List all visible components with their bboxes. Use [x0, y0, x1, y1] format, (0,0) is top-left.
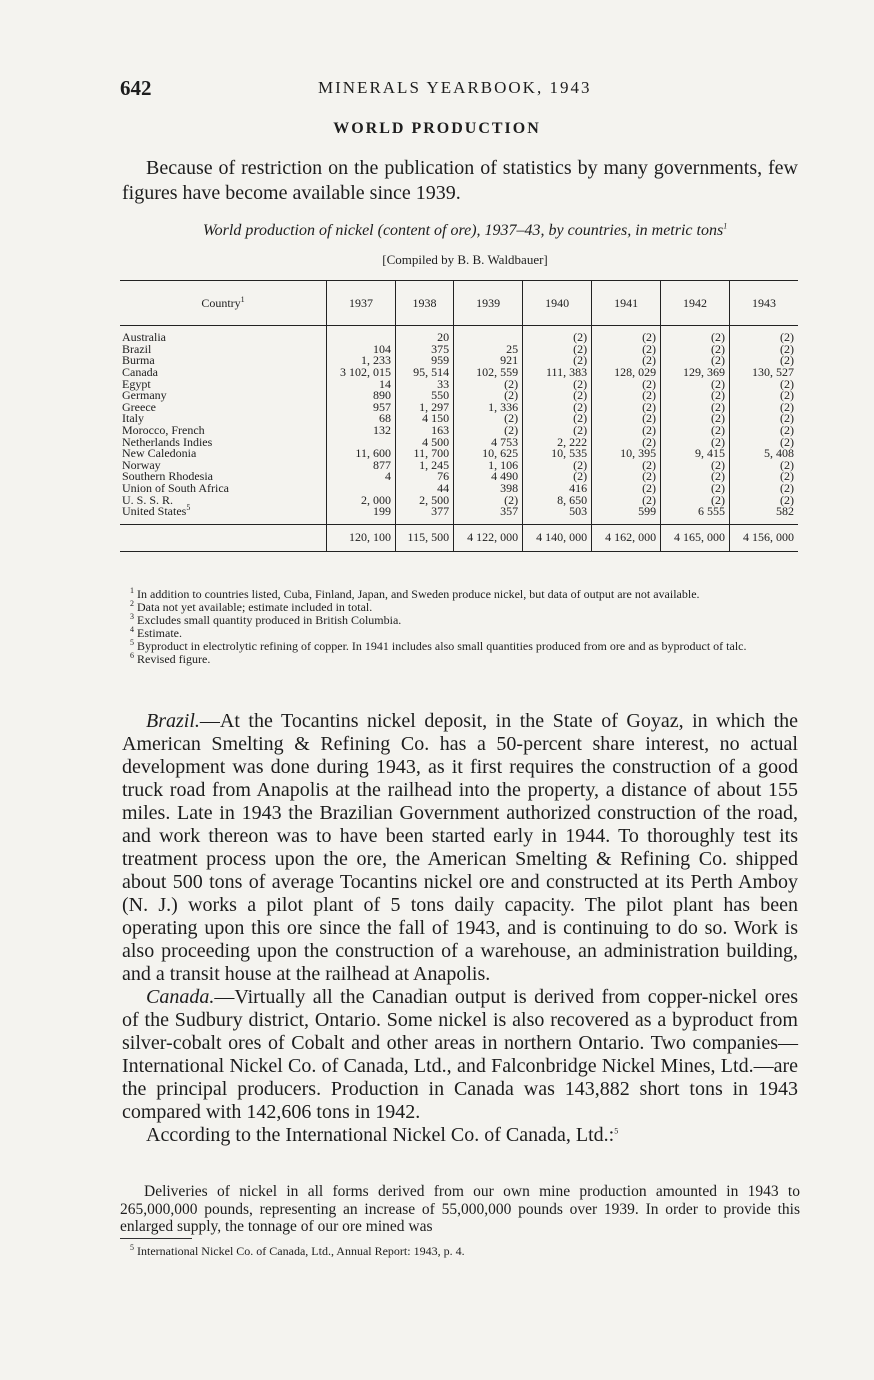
- value-cell: 2, 500: [395, 494, 453, 506]
- page-footnote: [130, 1244, 810, 1259]
- column-header-year: [454, 281, 523, 326]
- value-cell: 6 555: [661, 506, 730, 524]
- value-cell: 4 500: [395, 436, 453, 448]
- column-header-label: 1941: [614, 295, 639, 310]
- value-cell: (2): [661, 483, 730, 495]
- country-name: Norway: [122, 457, 161, 472]
- value-cell: [454, 326, 523, 344]
- value-cell: 503: [523, 506, 592, 524]
- value-cell: 2, 222: [523, 436, 592, 448]
- footnote-text: Data not yet available; estimate included in total.: [137, 600, 373, 614]
- country-note: 5: [186, 503, 191, 513]
- column-header-year: [730, 281, 798, 326]
- page-number: 642: [120, 76, 152, 100]
- according-paragraph: [122, 1124, 798, 1147]
- value-cell: 20: [395, 326, 453, 344]
- value-cell: (2): [730, 390, 798, 402]
- brazil-text: —At the Tocantins nickel deposit, in the State of Goyaz, in which the American Smelting & Refining Co. has a 50-percent share interest, no actual development was done during 1943, as it first requires the construction of a good truck road from Anapolis at the railhead into the property, a distance of about 155 miles. Late in 1943 the Brazilian Government authorized construction of the road, and work thereon was to have been started early in 1944. To thoroughly test its treatment process upon the ore, the American Smelting & Refining Co. shipped about 500 tons of average Tocantins nickel ore and constructed at its Perth Amboy (N. J.) works a pilot plant of 5 tons daily capacity. The pilot plant has been operating upon this ore since the fall of 1943, and is continuing to do so. Work is also proceeding upon the construction of a warehouse, an administration building, and a transit house at the railhead at Anapolis.: [122, 710, 798, 985]
- page-footnote-text: International Nickel Co. of Canada, Ltd., Annual Report: 1943, p. 4.: [137, 1244, 465, 1258]
- value-cell: 877: [327, 460, 396, 472]
- column-header-label: 1939: [476, 295, 501, 310]
- total-label-cell: [120, 524, 327, 551]
- table-row: [120, 494, 798, 506]
- value-cell: [327, 326, 396, 344]
- country-cell: [120, 503, 327, 524]
- value-cell: (2): [523, 390, 592, 402]
- value-cell: 1, 245: [395, 460, 453, 472]
- value-cell: 11, 600: [327, 448, 396, 460]
- footnote-text: Excludes small quantity produced in British Columbia.: [137, 613, 402, 627]
- table-row: [120, 425, 798, 437]
- value-cell: (2): [592, 413, 661, 425]
- value-cell: 102, 559: [454, 367, 523, 379]
- value-cell: (2): [592, 326, 661, 344]
- value-cell: 2, 000: [327, 494, 396, 506]
- value-cell: (2): [592, 390, 661, 402]
- value-cell: 4 753: [454, 436, 523, 448]
- table-row: [120, 460, 798, 472]
- value-cell: (2): [592, 483, 661, 495]
- value-cell: (2): [730, 471, 798, 483]
- value-cell: (2): [523, 344, 592, 356]
- value-cell: 416: [523, 483, 592, 495]
- value-cell: (2): [730, 460, 798, 472]
- table-title: [120, 222, 810, 240]
- footnote-mark: 4: [130, 625, 134, 634]
- total-cell: 4 140, 000: [523, 524, 592, 551]
- section-heading: WORLD PRODUCTION: [333, 120, 541, 137]
- column-header-label: 1940: [545, 295, 570, 310]
- value-cell: 582: [730, 506, 798, 524]
- value-cell: 44: [395, 483, 453, 495]
- value-cell: (2): [454, 378, 523, 390]
- value-cell: 104: [327, 344, 396, 356]
- value-cell: (2): [523, 460, 592, 472]
- value-cell: (2): [592, 436, 661, 448]
- value-cell: 357: [454, 506, 523, 524]
- value-cell: (2): [523, 378, 592, 390]
- table-row: [120, 506, 798, 524]
- value-cell: 10, 535: [523, 448, 592, 460]
- value-cell: (2): [730, 344, 798, 356]
- value-cell: (2): [592, 471, 661, 483]
- total-cell: 4 162, 000: [592, 524, 661, 551]
- body-text: [122, 710, 798, 1147]
- value-cell: 10, 625: [454, 448, 523, 460]
- according-text: According to the International Nickel Co. of Canada, Ltd.:: [146, 1124, 615, 1146]
- value-cell: 129, 369: [661, 367, 730, 379]
- value-cell: (2): [523, 326, 592, 344]
- quote-text: Deliveries of nickel in all forms derived from our own mine production amounted in 1943 to 265,000,000 pounds, representing an increase of 55,000,000 pounds over 1939. In order to provide this enlarged supply, the tonnage of our ore mined was: [120, 1183, 800, 1235]
- footnote-mark: 3: [130, 612, 134, 621]
- value-cell: (2): [661, 436, 730, 448]
- country-name: Canada: [122, 365, 158, 380]
- value-cell: (2): [592, 402, 661, 414]
- value-cell: (2): [661, 378, 730, 390]
- brazil-label: Brazil.: [146, 710, 200, 732]
- country-name: Southern Rhodesia: [122, 469, 213, 484]
- country-name: U. S. S. R.: [122, 492, 174, 507]
- quoted-passage: [120, 1183, 800, 1236]
- table-row: [120, 413, 798, 425]
- value-cell: (2): [661, 413, 730, 425]
- country-name: Italy: [122, 411, 144, 426]
- value-cell: (2): [454, 413, 523, 425]
- value-cell: (2): [592, 460, 661, 472]
- value-cell: 76: [395, 471, 453, 483]
- value-cell: 599: [592, 506, 661, 524]
- footnote: [120, 614, 800, 627]
- table-row: [120, 378, 798, 390]
- column-header-year: [395, 281, 453, 326]
- value-cell: 8, 650: [523, 494, 592, 506]
- value-cell: (2): [592, 355, 661, 367]
- value-cell: (2): [730, 402, 798, 414]
- value-cell: (2): [661, 402, 730, 414]
- total-cell: 4 165, 000: [661, 524, 730, 551]
- value-cell: (2): [523, 413, 592, 425]
- value-cell: 1, 106: [454, 460, 523, 472]
- value-cell: 1, 336: [454, 402, 523, 414]
- column-header-country: [120, 281, 327, 326]
- country-name: Netherlands Indies: [122, 434, 213, 449]
- footnote-mark: 6: [130, 651, 134, 660]
- table-footnotes: [120, 588, 800, 666]
- value-cell: 550: [395, 390, 453, 402]
- value-cell: (2): [592, 494, 661, 506]
- footnote-text: Revised figure.: [137, 652, 211, 666]
- column-header-label: 1943: [752, 295, 777, 310]
- value-cell: 957: [327, 402, 396, 414]
- page-footnote-mark: 5: [130, 1243, 134, 1252]
- value-cell: 33: [395, 378, 453, 390]
- value-cell: (2): [661, 326, 730, 344]
- footnote: [120, 640, 800, 653]
- country-name: New Caledonia: [122, 446, 197, 461]
- footnote-rule: [120, 1238, 192, 1239]
- country-cell: [120, 399, 327, 414]
- table-body: [120, 326, 798, 552]
- column-header-label: 1938: [412, 295, 437, 310]
- column-header-label: Country: [201, 295, 241, 310]
- value-cell: (2): [523, 355, 592, 367]
- value-cell: 1, 233: [327, 355, 396, 367]
- value-cell: 25: [454, 344, 523, 356]
- value-cell: 11, 700: [395, 448, 453, 460]
- column-header-year: [661, 281, 730, 326]
- value-cell: 163: [395, 425, 453, 437]
- value-cell: (2): [730, 413, 798, 425]
- canada-text: —Virtually all the Canadian output is derived from copper-nickel ores of the Sudbury district, Ontario. Some nickel is also recovered as a byproduct from silver-cobalt ores of Cobalt and other areas in northern Ontario. Two companies—International Nickel Co. of Canada, Ltd., and Falconbridge Nickel Mines, Ltd.—are the principal producers. Production in Canada was 143,882 short tons in 1943 compared with 142,606 tons in 1942.: [122, 986, 798, 1123]
- value-cell: (2): [730, 378, 798, 390]
- value-cell: (2): [730, 436, 798, 448]
- value-cell: (2): [661, 355, 730, 367]
- value-cell: (2): [592, 378, 661, 390]
- value-cell: 9, 415: [661, 448, 730, 460]
- value-cell: (2): [730, 483, 798, 495]
- value-cell: 130, 527: [730, 367, 798, 379]
- value-cell: (2): [661, 344, 730, 356]
- value-cell: 4: [327, 471, 396, 483]
- running-head: [120, 76, 800, 102]
- table-header-row: [120, 281, 798, 326]
- total-row: [120, 524, 798, 551]
- table-row: [120, 483, 798, 495]
- country-name: Morocco, French: [122, 423, 205, 438]
- table-row: [120, 402, 798, 414]
- value-cell: 959: [395, 355, 453, 367]
- country-name: Germany: [122, 388, 167, 403]
- value-cell: (2): [523, 425, 592, 437]
- value-cell: 5, 408: [730, 448, 798, 460]
- value-cell: 398: [454, 483, 523, 495]
- value-cell: (2): [730, 494, 798, 506]
- footnote-mark: 2: [130, 599, 134, 608]
- canada-paragraph: [122, 986, 798, 1124]
- intro-paragraph: Because of restriction on the publication of statistics by many governments, few figures have become available since 1939.: [122, 157, 798, 204]
- value-cell: 4 490: [454, 471, 523, 483]
- column-header-label: 1937: [348, 295, 373, 310]
- column-header-year: [327, 281, 396, 326]
- table-title-text: World production of nickel (content of ore), 1937–43, by countries, in metric tons: [202, 222, 724, 239]
- table-row: [120, 326, 798, 344]
- country-name: Brazil: [122, 341, 152, 356]
- total-cell: 120, 100: [327, 524, 396, 551]
- column-header-year: [592, 281, 661, 326]
- brazil-paragraph: [122, 710, 798, 986]
- value-cell: (2): [523, 402, 592, 414]
- footnote-text: Estimate.: [137, 626, 182, 640]
- country-name: United States: [122, 504, 187, 519]
- value-cell: (2): [730, 425, 798, 437]
- total-cell: 115, 500: [395, 524, 453, 551]
- value-cell: 921: [454, 355, 523, 367]
- footnote-mark: 1: [130, 586, 134, 595]
- value-cell: (2): [592, 344, 661, 356]
- footnote-text: Byproduct in electrolytic refining of copper. In 1941 includes also small quantities produced from ore and as byproduct of talc.: [137, 639, 747, 653]
- value-cell: 10, 395: [592, 448, 661, 460]
- footnote-mark: 5: [130, 638, 134, 647]
- column-header-label: 1942: [683, 295, 708, 310]
- value-cell: 199: [327, 506, 396, 524]
- value-cell: 375: [395, 344, 453, 356]
- footnote: [120, 653, 800, 666]
- total-cell: 4 156, 000: [730, 524, 798, 551]
- table-row: [120, 367, 798, 379]
- value-cell: 111, 383: [523, 367, 592, 379]
- value-cell: 3 102, 015: [327, 367, 396, 379]
- value-cell: 4 150: [395, 413, 453, 425]
- table-credit: [Compiled by B. B. Waldbauer]: [382, 252, 548, 267]
- value-cell: (2): [454, 390, 523, 402]
- value-cell: 377: [395, 506, 453, 524]
- value-cell: (2): [730, 355, 798, 367]
- value-cell: (2): [454, 494, 523, 506]
- value-cell: 95, 514: [395, 367, 453, 379]
- canada-label: Canada.: [146, 986, 215, 1008]
- value-cell: 890: [327, 390, 396, 402]
- value-cell: 68: [327, 413, 396, 425]
- value-cell: (2): [661, 471, 730, 483]
- nickel-production-table: [120, 280, 798, 552]
- table-row: [120, 390, 798, 402]
- value-cell: (2): [730, 326, 798, 344]
- value-cell: (2): [661, 425, 730, 437]
- total-cell: 4 122, 000: [454, 524, 523, 551]
- value-cell: (2): [592, 425, 661, 437]
- table-row: [120, 344, 798, 356]
- table-row: [120, 448, 798, 460]
- value-cell: (2): [523, 471, 592, 483]
- value-cell: 132: [327, 425, 396, 437]
- table-title-note: 1: [723, 221, 728, 231]
- value-cell: (2): [454, 425, 523, 437]
- country-name: Greece: [122, 399, 156, 414]
- country-footnote-mark: 1: [240, 294, 245, 304]
- country-name: Union of South Africa: [122, 481, 229, 496]
- country-name: Burma: [122, 353, 155, 368]
- value-cell: 128, 029: [592, 367, 661, 379]
- running-title: MINERALS YEARBOOK, 1943: [318, 78, 592, 97]
- value-cell: (2): [661, 390, 730, 402]
- value-cell: (2): [661, 460, 730, 472]
- footnote-text: In addition to countries listed, Cuba, Finland, Japan, and Sweden produce nickel, but data of output are not available.: [137, 587, 700, 601]
- country-cell: [120, 326, 327, 344]
- country-name: Australia: [122, 330, 166, 345]
- column-header-year: [523, 281, 592, 326]
- according-note: 5: [614, 1126, 619, 1136]
- country-name: Egypt: [122, 376, 151, 391]
- value-cell: (2): [661, 494, 730, 506]
- value-cell: 14: [327, 378, 396, 390]
- value-cell: 1, 297: [395, 402, 453, 414]
